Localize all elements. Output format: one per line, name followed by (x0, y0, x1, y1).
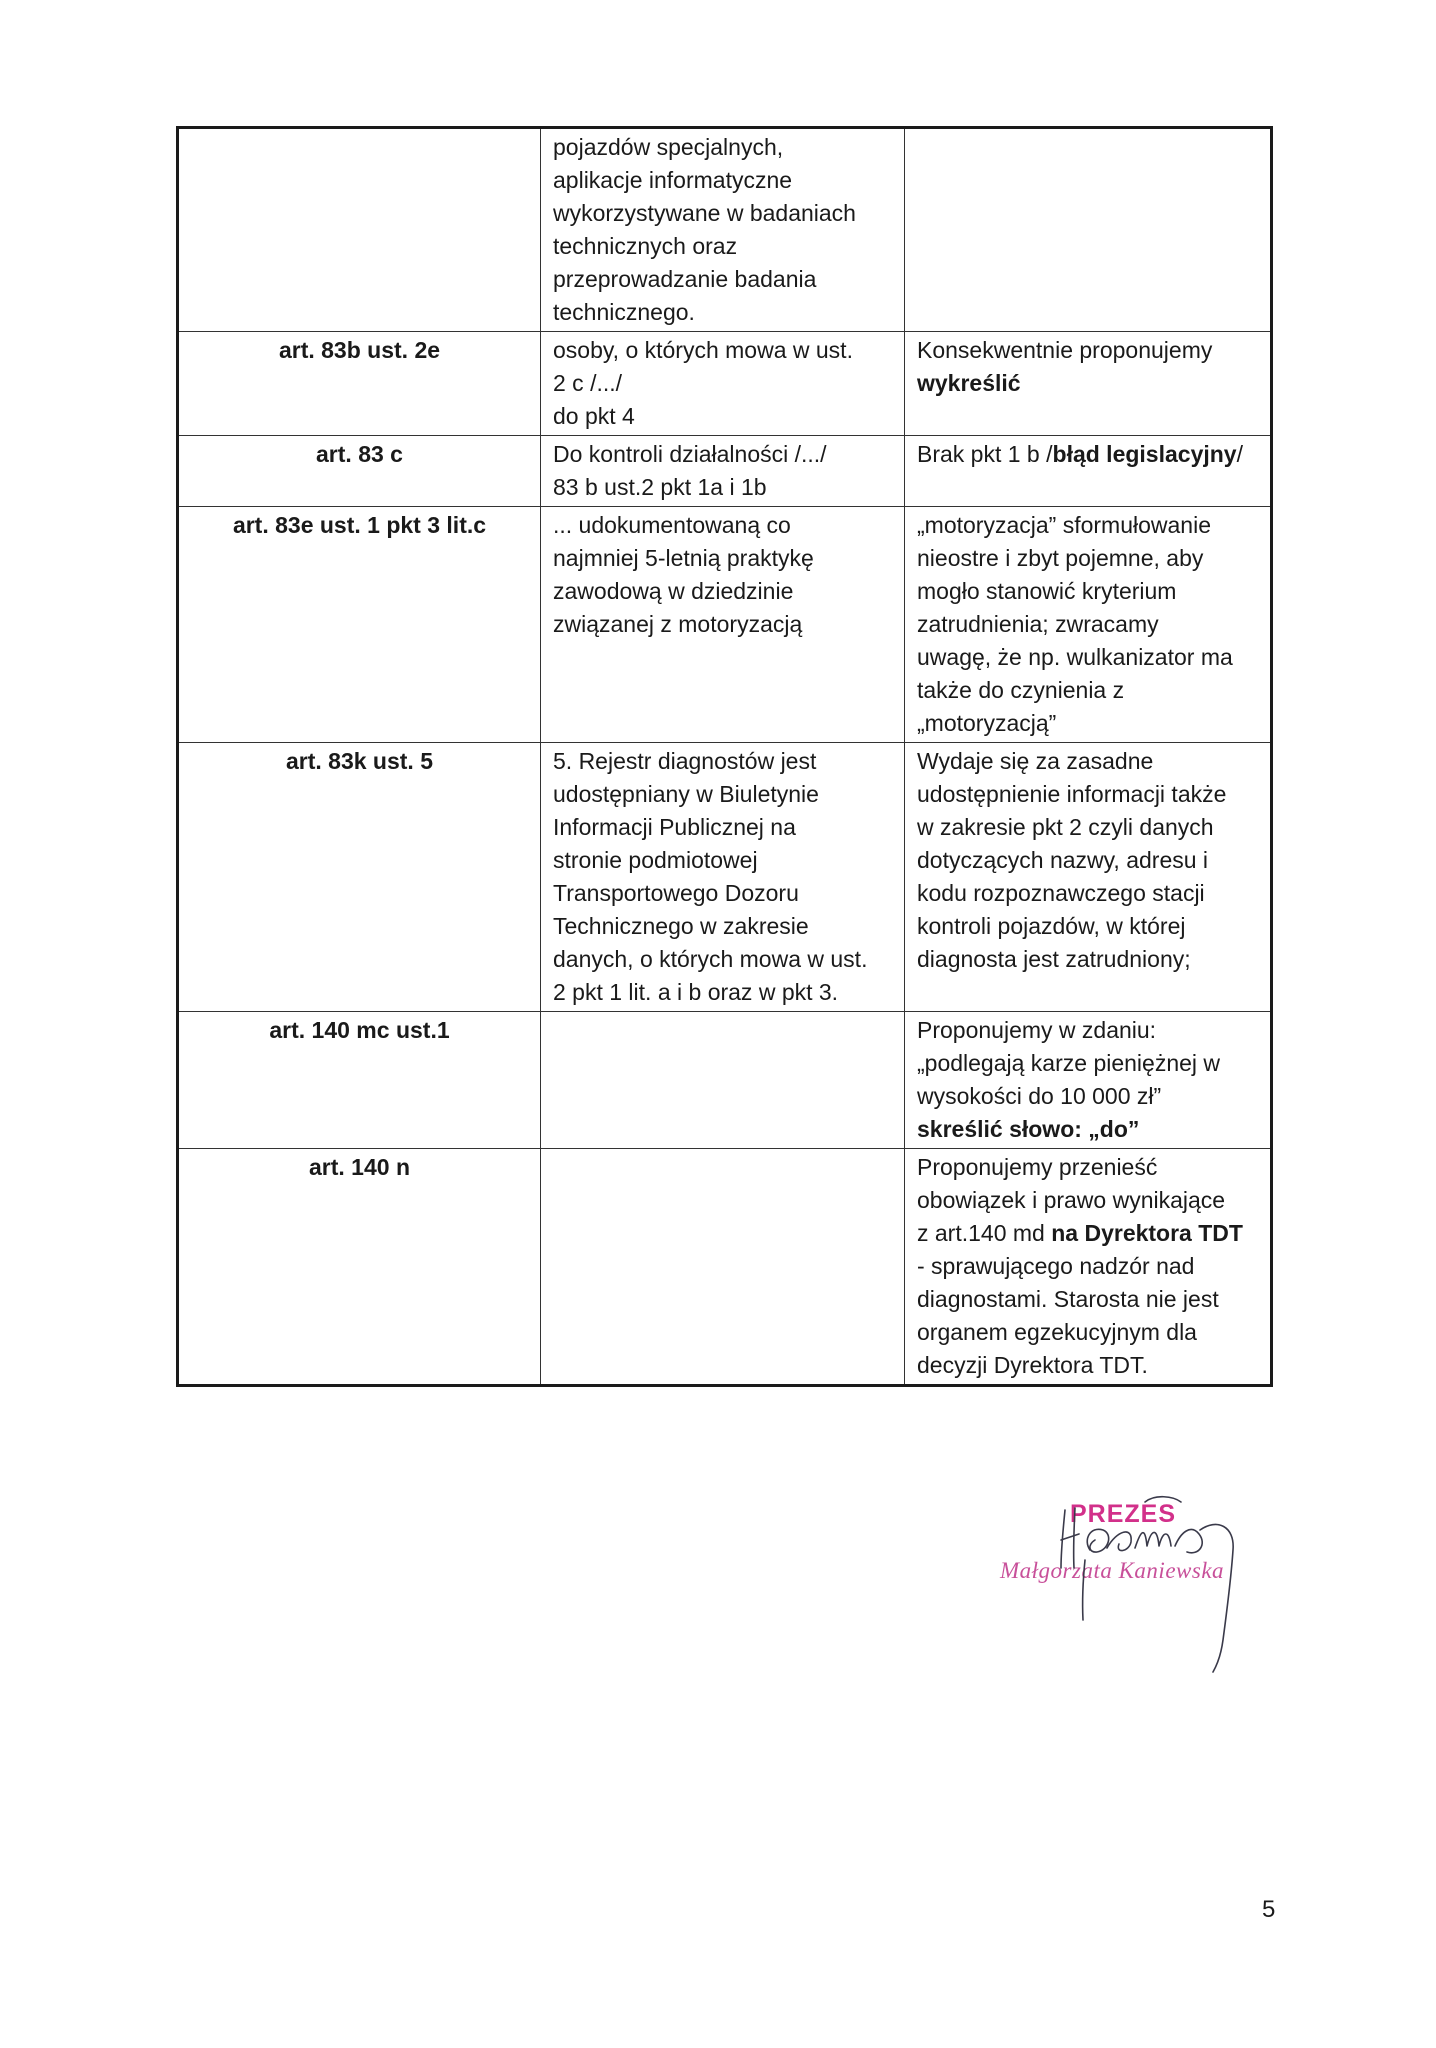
comment-cell (905, 507, 1272, 743)
comment-line (917, 1217, 1258, 1250)
comment-line: Proponujemy przenieść (917, 1154, 1158, 1180)
comment-bold-text: błąd legislacyjny (1052, 441, 1237, 467)
table-row (178, 332, 1272, 436)
provision-line: do pkt 4 (553, 403, 635, 429)
article-cell (178, 128, 541, 332)
table-row (178, 1012, 1272, 1149)
comment-line: obowiązek i prawo wynikające (917, 1187, 1226, 1213)
provision-line: osoby, o których mowa w ust. (553, 337, 853, 363)
comment-cell (905, 743, 1272, 1012)
provision-line: Transportowego Dozoru (553, 880, 799, 906)
comment-cell (905, 1012, 1272, 1149)
comment-bold-text: na Dyrektora TDT (1051, 1220, 1243, 1246)
page-number: 5 (1262, 1896, 1276, 1923)
provision-text-cell (541, 743, 905, 1012)
comment-text: Brak pkt 1 b / (917, 441, 1053, 467)
provision-line: Do kontroli działalności /.../ (553, 441, 827, 467)
handwritten-signature (995, 1490, 1295, 1680)
comment-line: diagnostami. Starosta nie jest (917, 1286, 1219, 1312)
comment-line: zatrudnienia; zwracamy (917, 611, 1159, 637)
provision-line: udostępniany w Biuletynie (553, 781, 819, 807)
provision-line: 2 pkt 1 lit. a i b oraz w pkt 3. (553, 979, 839, 1005)
comment-line: diagnosta jest zatrudniony; (917, 946, 1191, 972)
comment-line: udostępnienie informacji także (917, 781, 1227, 807)
comment-line: mogło stanowić kryterium (917, 578, 1177, 604)
article-cell: art. 83b ust. 2e (178, 332, 541, 436)
provision-line: Technicznego w zakresie (553, 913, 809, 939)
provision-line: stronie podmiotowej (553, 847, 758, 873)
provision-text-cell (541, 128, 905, 332)
article-cell: art. 83 c (178, 436, 541, 507)
table-row (178, 436, 1272, 507)
provision-line: zawodową w dziedzinie (553, 578, 794, 604)
comment-line: także do czynienia z (917, 677, 1125, 703)
comment-line: nieostre i zbyt pojemne, aby (917, 545, 1204, 571)
table-row (178, 743, 1272, 1012)
comment-line (917, 438, 1258, 471)
comment-line: Proponujemy w zdaniu: (917, 1017, 1157, 1043)
comment-line: kodu rozpoznawczego stacji (917, 880, 1205, 906)
comment-line: dotyczących nazwy, adresu i (917, 847, 1209, 873)
provision-line: technicznego. (553, 299, 695, 325)
table-row (178, 128, 1272, 332)
comment-line: „podlegają karze pieniężnej w (917, 1050, 1221, 1076)
comment-line: organem egzekucyjnym dla (917, 1319, 1197, 1345)
comment-text: z art.140 md (917, 1220, 1052, 1246)
provision-text-cell (541, 1149, 905, 1386)
comment-line: - sprawującego nadzór nad (917, 1253, 1195, 1279)
provision-line: technicznych oraz (553, 233, 738, 259)
provision-line: najmniej 5-letnią praktykę (553, 545, 814, 571)
comment-line: „motoryzacją” (917, 710, 1057, 736)
article-cell: art. 83e ust. 1 pkt 3 lit.c (178, 507, 541, 743)
provision-line: przeprowadzanie badania (553, 266, 817, 292)
provision-line: związanej z motoryzacją (553, 611, 803, 637)
comment-line: decyzji Dyrektora TDT. (917, 1352, 1148, 1378)
provision-text-cell (541, 507, 905, 743)
provision-text-cell (541, 332, 905, 436)
article-cell: art. 140 n (178, 1149, 541, 1386)
provision-line: 83 b ust.2 pkt 1a i 1b (553, 474, 767, 500)
provision-line: wykorzystywane w badaniach (553, 200, 856, 226)
article-cell: art. 83k ust. 5 (178, 743, 541, 1012)
comment-cell (905, 332, 1272, 436)
comment-text: / (1236, 441, 1243, 467)
comment-line: Wydaje się za zasadne (917, 748, 1154, 774)
provision-line: 5. Rejestr diagnostów jest (553, 748, 817, 774)
comment-line: „motoryzacja” sformułowanie (917, 512, 1211, 538)
provision-line: aplikacje informatyczne (553, 167, 793, 193)
provision-line: 2 c /.../ (553, 370, 623, 396)
table-row (178, 507, 1272, 743)
comment-cell (905, 128, 1272, 332)
comment-cell (905, 1149, 1272, 1386)
stamp-title: PREZES (1070, 1500, 1177, 1528)
comment-bold-line: skreślić słowo: „do” (917, 1116, 1140, 1142)
comment-line: uwagę, że np. wulkanizator ma (917, 644, 1233, 670)
comment-line: kontroli pojazdów, w której (917, 913, 1186, 939)
comment-line: w zakresie pkt 2 czyli danych (917, 814, 1214, 840)
stamp-name: Małgorzata Kaniewska (1000, 1558, 1225, 1583)
provision-line: Informacji Publicznej na (553, 814, 796, 840)
comment-line: Konsekwentnie proponujemy (917, 337, 1213, 363)
provision-text-cell (541, 436, 905, 507)
comments-table (176, 126, 1273, 1387)
table-row (178, 1149, 1272, 1386)
comment-line: wysokości do 10 000 zł” (917, 1083, 1162, 1109)
article-cell: art. 140 mc ust.1 (178, 1012, 541, 1149)
provision-line: pojazdów specjalnych, (553, 134, 784, 160)
provision-line: ... udokumentowaną co (553, 512, 791, 538)
provision-line: danych, o których mowa w ust. (553, 946, 868, 972)
comment-cell (905, 436, 1272, 507)
provision-text-cell (541, 1012, 905, 1149)
comment-bold-line: wykreślić (917, 370, 1021, 396)
